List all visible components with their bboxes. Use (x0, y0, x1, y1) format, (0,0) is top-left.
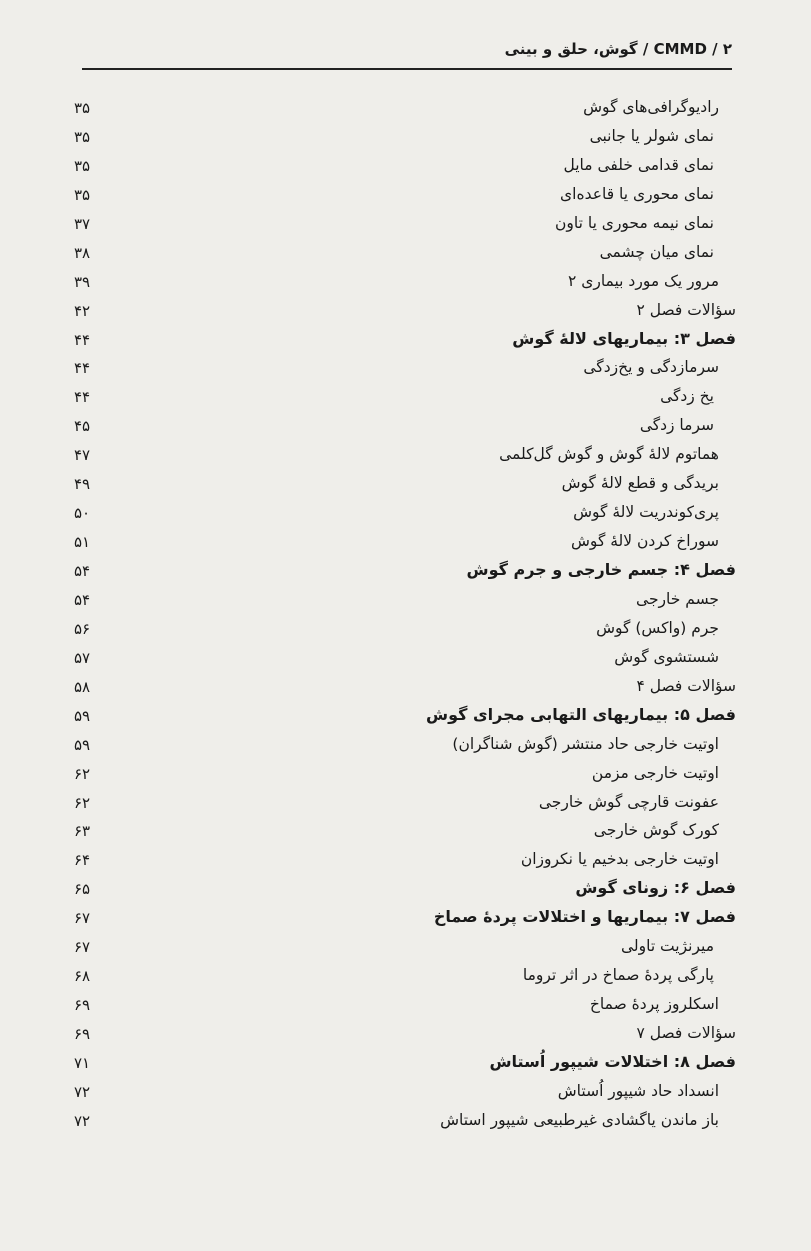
toc-entry (0, 412, 811, 441)
toc-entry-title: سوراخ کردن لالهٔ گوش (571, 532, 719, 551)
toc-entry-title: اوتیت خارجی حاد منتشر (گوش شناگران) (452, 734, 719, 753)
toc-chapter-entry (0, 557, 811, 586)
toc-entry-title: عفونت قارچی گوش خارجی (538, 792, 719, 811)
toc-entry (0, 846, 811, 875)
toc-entry-title: جرم (واکس) گوش (596, 618, 719, 637)
toc-entry-page-number: ۳۹ (74, 272, 91, 291)
toc-entry-title: سؤالات فصل ۴ (636, 676, 736, 695)
toc-entry-title: هماتوم لالهٔ گوش و گوش گل‌کلمی (499, 445, 719, 464)
toc-entry-page-number: ۴۴ (74, 330, 91, 349)
toc-entry-page-number: ۳۵ (74, 185, 91, 204)
toc-entry (0, 1107, 811, 1136)
toc-entry (0, 644, 811, 673)
toc-entry-title: فصل ۷: بیماریها و اختلالات پردهٔ صماخ (433, 907, 736, 927)
toc-entry (0, 731, 811, 760)
toc-entry-page-number: ۵۷ (74, 648, 91, 667)
toc-entry-page-number: ۵۹ (74, 706, 91, 725)
toc-entry (0, 470, 811, 499)
toc-entry-title: میرنژیت تاولی (620, 937, 714, 956)
toc-entry-title: بریدگی و قطع لالهٔ گوش (561, 474, 719, 493)
toc-entry-page-number: ۷۱ (74, 1053, 91, 1072)
toc-entry-page-number: ۳۸ (74, 243, 91, 262)
toc-entry-page-number: ۴۴ (74, 359, 91, 378)
toc-entry-page-number: ۶۷ (74, 938, 91, 957)
table-of-contents (0, 94, 811, 1136)
toc-entry-page-number: ۵۴ (74, 590, 91, 609)
toc-entry-title: انسداد حاد شیپور اُستاش (557, 1081, 719, 1100)
toc-entry-title: فصل ۶: زونای گوش (575, 878, 736, 898)
toc-chapter-entry (0, 702, 811, 731)
toc-entry-page-number: ۴۵ (74, 417, 91, 436)
toc-entry-page-number: ۶۹ (74, 1025, 91, 1043)
toc-entry-title: شستشوی گوش (614, 647, 719, 666)
toc-entry-page-number: ۶۲ (74, 793, 91, 812)
toc-chapter-entry (0, 875, 811, 904)
toc-entry-title: فصل ۴: جسم خارجی و جرم گوش (466, 560, 736, 579)
toc-entry (0, 354, 811, 383)
toc-entry (0, 94, 811, 123)
toc-entry (0, 181, 811, 210)
toc-entry-title: رادیوگرافی‌های گوش (583, 98, 719, 116)
toc-entry-page-number: ۶۳ (74, 822, 91, 841)
toc-entry-page-number: ۴۹ (74, 475, 91, 494)
toc-entry-title: جسم خارجی (636, 589, 719, 608)
toc-entry-page-number: ۵۶ (74, 619, 91, 638)
toc-entry (0, 615, 811, 644)
toc-entry-page-number: ۳۵ (74, 156, 91, 175)
toc-entry (0, 933, 811, 962)
toc-entry (0, 760, 811, 789)
toc-entry (0, 789, 811, 818)
toc-entry-page-number: ۴۴ (74, 388, 91, 407)
toc-entry-title: اسکلروز پردهٔ صماخ (589, 995, 719, 1014)
toc-entry-title: نمای نیمه محوری یا تاون (555, 213, 714, 232)
toc-entry-title: اوتیت خارجی مزمن (591, 763, 719, 782)
toc-chapter-entry (0, 904, 811, 933)
toc-entry-page-number: ۶۴ (74, 851, 91, 870)
toc-entry (0, 1020, 811, 1049)
toc-entry-title: یخ زدگی (660, 387, 714, 406)
toc-chapter-entry (0, 1049, 811, 1078)
toc-entry (0, 1078, 811, 1107)
toc-entry-title: فصل ۳: بیماریهای لالهٔ گوش (512, 328, 736, 348)
toc-entry (0, 152, 811, 181)
toc-entry (0, 268, 811, 297)
toc-entry-page-number: ۵۴ (74, 562, 91, 580)
toc-entry-page-number: ۷۲ (74, 1111, 91, 1130)
toc-entry-title: نمای قدامی خلفی مایل (563, 155, 714, 174)
toc-entry-title: فصل ۵: بیماریهای التهابی مجرای گوش (425, 704, 736, 724)
toc-entry-page-number: ۴۷ (74, 446, 91, 465)
toc-entry-title: پری‌کوندریت لالهٔ گوش (573, 503, 719, 522)
toc-entry-page-number: ۵۸ (74, 677, 91, 696)
toc-entry-page-number: ۶۷ (74, 909, 91, 928)
toc-entry-page-number: ۶۵ (74, 880, 91, 899)
toc-entry-page-number: ۵۹ (74, 735, 91, 754)
toc-entry-page-number: ۵۰ (74, 504, 91, 523)
toc-entry-title: سرمازدگی و یخ‌زدگی (583, 358, 719, 377)
toc-entry (0, 297, 811, 326)
toc-entry (0, 123, 811, 152)
running-header (82, 38, 732, 70)
toc-entry-title: اوتیت خارجی بدخیم یا نکروزان (520, 850, 719, 869)
toc-entry-title: سؤالات فصل ۷ (636, 1024, 736, 1042)
toc-entry (0, 383, 811, 412)
toc-entry-page-number: ۳۵ (74, 127, 91, 146)
toc-entry-title: نمای میان چشمی (599, 242, 714, 261)
toc-entry-title: سرما زدگی (639, 416, 714, 435)
toc-entry-page-number: ۳۵ (74, 99, 91, 117)
toc-entry-title: باز ماندن یاگشادی غیرطبیعی شیپور استاش (440, 1110, 719, 1129)
toc-entry-title: نمای محوری یا قاعده‌ای (560, 184, 714, 203)
toc-entry-title: پارگی پردهٔ صماخ در اثر تروما (522, 966, 714, 985)
header-text: ۲ / CMMD / گوش، حلق و بینی (504, 40, 732, 58)
toc-entry-title: فصل ۸: اختلالات شیپور اُستاش (489, 1051, 736, 1071)
toc-entry-title: نمای شولر یا جانبی (589, 126, 714, 145)
toc-entry-page-number: ۴۲ (74, 301, 91, 320)
toc-entry-page-number: ۳۷ (74, 214, 91, 233)
toc-entry (0, 239, 811, 268)
toc-entry (0, 673, 811, 702)
toc-entry (0, 499, 811, 528)
toc-entry (0, 817, 811, 846)
toc-entry (0, 962, 811, 991)
toc-entry (0, 528, 811, 557)
toc-entry-title: سؤالات فصل ۲ (636, 300, 736, 319)
toc-entry (0, 441, 811, 470)
toc-entry-title: مرور یک مورد بیماری ۲ (567, 271, 719, 290)
toc-entry-page-number: ۵۱ (74, 533, 91, 552)
toc-entry-page-number: ۶۲ (74, 764, 91, 783)
toc-chapter-entry (0, 326, 811, 355)
toc-entry-title: کورک گوش خارجی (593, 821, 719, 840)
toc-entry (0, 210, 811, 239)
toc-entry-page-number: ۶۸ (74, 967, 91, 986)
toc-entry-page-number: ۶۹ (74, 996, 91, 1015)
toc-entry (0, 586, 811, 615)
toc-entry-page-number: ۷۲ (74, 1082, 91, 1101)
toc-entry (0, 991, 811, 1020)
